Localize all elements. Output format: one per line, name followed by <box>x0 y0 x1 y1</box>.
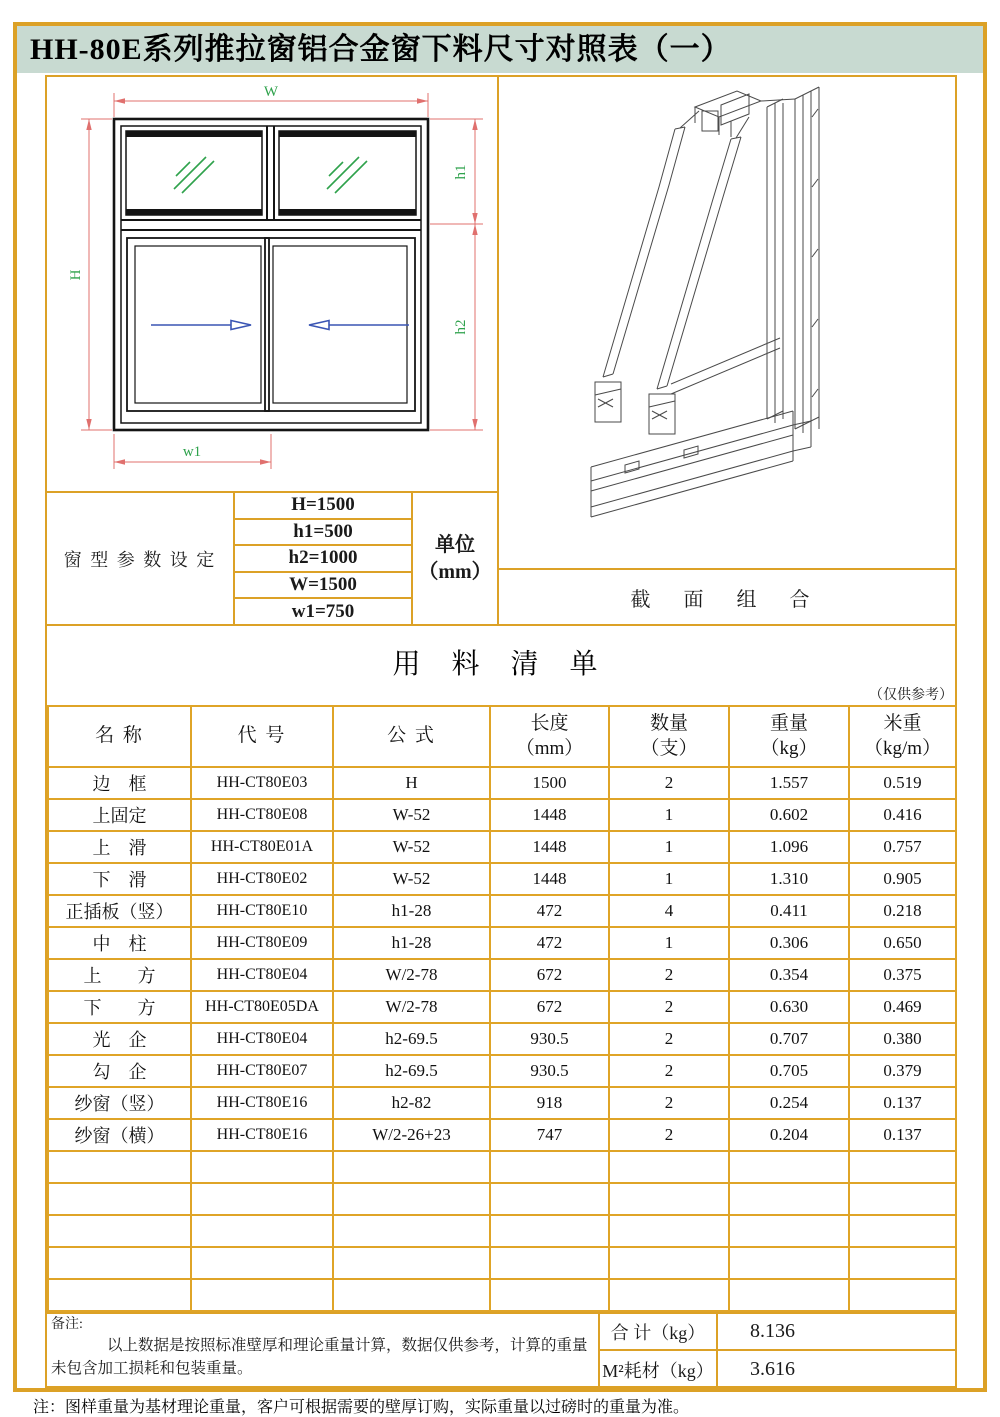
table-cell <box>191 1247 333 1279</box>
table-cell <box>191 1279 333 1311</box>
table-cell: 4 <box>609 895 729 927</box>
table-cell: 1 <box>609 831 729 863</box>
table-cell: 纱窗（横） <box>48 1119 191 1151</box>
table-cell: 0.602 <box>729 799 849 831</box>
table-cell: 1448 <box>490 863 609 895</box>
table-cell: h2-82 <box>333 1087 490 1119</box>
table-cell: 0.707 <box>729 1023 849 1055</box>
table-cell: 光 企 <box>48 1023 191 1055</box>
table-cell <box>609 1215 729 1247</box>
table-cell: 上 滑 <box>48 831 191 863</box>
table-cell: HH-CT80E05DA <box>191 991 333 1023</box>
param-value: h2=1000 <box>235 546 411 573</box>
table-cell: 1 <box>609 927 729 959</box>
title-bar <box>17 26 983 73</box>
table-row <box>48 927 956 959</box>
table-cell: 0.379 <box>849 1055 956 1087</box>
table-cell: HH-CT80E04 <box>191 959 333 991</box>
footer-block <box>47 1312 955 1386</box>
table-cell: 0.650 <box>849 927 956 959</box>
param-value: H=1500 <box>235 493 411 520</box>
section-drawing-panel <box>499 77 955 568</box>
table-cell: 2 <box>609 959 729 991</box>
table-cell <box>729 1151 849 1183</box>
table-cell: 0.204 <box>729 1119 849 1151</box>
table-cell: 纱窗（竖） <box>48 1087 191 1119</box>
dimension-lines <box>81 93 483 469</box>
table-cell: HH-CT80E01A <box>191 831 333 863</box>
table-cell: 2 <box>609 767 729 799</box>
dimension-arrowheads <box>86 98 477 464</box>
table-cell <box>333 1215 490 1247</box>
table-cell: HH-CT80E16 <box>191 1119 333 1151</box>
param-value: W=1500 <box>235 573 411 600</box>
material-list-title: 用 料 清 单 <box>392 649 610 680</box>
reference-note: （仅供参考） <box>869 688 953 703</box>
m2-consumption-value: 3.616 <box>750 1358 795 1380</box>
table-cell: 勾 企 <box>48 1055 191 1087</box>
table-row <box>48 895 956 927</box>
material-list-header <box>47 624 955 705</box>
table-cell: 930.5 <box>490 1023 609 1055</box>
empty-table-row <box>48 1183 956 1215</box>
unit-line1: 单位 <box>435 533 475 556</box>
profile-section-drawing <box>499 77 955 568</box>
table-cell: W/2-78 <box>333 991 490 1023</box>
dim-label-h1: h1 <box>453 164 469 180</box>
table-cell: 672 <box>490 959 609 991</box>
table-cell: 0.354 <box>729 959 849 991</box>
document-frame <box>13 22 987 1392</box>
table-cell <box>333 1183 490 1215</box>
unit-line2: （mm） <box>418 560 492 583</box>
table-cell <box>729 1247 849 1279</box>
table-cell: 1448 <box>490 831 609 863</box>
table-cell: 1500 <box>490 767 609 799</box>
table-cell <box>333 1279 490 1311</box>
table-cell <box>48 1183 191 1215</box>
table-cell: h2-69.5 <box>333 1055 490 1087</box>
table-cell <box>191 1215 333 1247</box>
table-cell <box>729 1279 849 1311</box>
column-header: 长度 （mm） <box>490 706 609 767</box>
table-cell: 0.411 <box>729 895 849 927</box>
table-cell: 正插板（竖） <box>48 895 191 927</box>
window-parameter-table <box>47 491 499 624</box>
table-cell: 2 <box>609 1023 729 1055</box>
window-frame <box>114 119 428 430</box>
table-cell: HH-CT80E03 <box>191 767 333 799</box>
totals-area <box>600 1314 955 1388</box>
table-cell: 0.757 <box>849 831 956 863</box>
table-cell: 2 <box>609 1087 729 1119</box>
table-cell <box>333 1247 490 1279</box>
table-cell <box>849 1151 956 1183</box>
table-cell <box>48 1247 191 1279</box>
fixed-panes <box>126 131 416 215</box>
total-value: 8.136 <box>718 1314 955 1351</box>
table-cell: 0.375 <box>849 959 956 991</box>
empty-table-row <box>48 1247 956 1279</box>
table-cell <box>191 1183 333 1215</box>
param-table-label: 窗 型 参 数 设 定 <box>47 493 235 624</box>
table-cell <box>729 1215 849 1247</box>
table-cell <box>729 1183 849 1215</box>
dim-label-w1: w1 <box>182 444 202 460</box>
table-cell: 1.310 <box>729 863 849 895</box>
table-cell: 472 <box>490 895 609 927</box>
window-elevation-drawing <box>47 77 497 491</box>
table-cell <box>490 1279 609 1311</box>
table-cell: 0.469 <box>849 991 956 1023</box>
table-cell: 1 <box>609 799 729 831</box>
material-table <box>47 705 957 1312</box>
table-cell <box>490 1151 609 1183</box>
table-cell: 1.557 <box>729 767 849 799</box>
table-cell: 0.306 <box>729 927 849 959</box>
table-cell <box>48 1215 191 1247</box>
table-row <box>48 959 956 991</box>
content-area <box>45 75 957 1388</box>
table-row <box>48 767 956 799</box>
table-cell: HH-CT80E16 <box>191 1087 333 1119</box>
table-cell: 下 方 <box>48 991 191 1023</box>
table-row <box>48 863 956 895</box>
table-row <box>48 831 956 863</box>
table-cell: 1.096 <box>729 831 849 863</box>
table-cell <box>609 1151 729 1183</box>
table-cell: 0.254 <box>729 1087 849 1119</box>
m2-consumption-label: M²耗材（kg） <box>600 1351 718 1388</box>
table-cell: H <box>333 767 490 799</box>
table-cell <box>849 1183 956 1215</box>
table-cell: 472 <box>490 927 609 959</box>
table-cell: 672 <box>490 991 609 1023</box>
table-cell <box>48 1279 191 1311</box>
table-cell <box>609 1183 729 1215</box>
dim-label-w: W <box>263 84 279 100</box>
glass-hatch-marks <box>174 157 367 193</box>
table-cell: W-52 <box>333 863 490 895</box>
table-cell: 0.416 <box>849 799 956 831</box>
unit-cell <box>413 493 497 624</box>
table-cell <box>609 1279 729 1311</box>
column-header: 名 称 <box>48 706 191 767</box>
table-cell: 边 框 <box>48 767 191 799</box>
param-values <box>235 493 413 624</box>
table-header-row <box>48 706 956 767</box>
param-value: w1=750 <box>291 600 355 622</box>
empty-table-row <box>48 1279 956 1311</box>
table-row <box>48 1119 956 1151</box>
table-cell: HH-CT80E09 <box>191 927 333 959</box>
table-cell: 2 <box>609 991 729 1023</box>
table-cell: 0.380 <box>849 1023 956 1055</box>
table-cell: h1-28 <box>333 927 490 959</box>
table-cell: W-52 <box>333 831 490 863</box>
table-cell <box>849 1247 956 1279</box>
remark-line2: 未包含加工损耗和包装重量。 <box>51 1359 253 1377</box>
table-row <box>48 1023 956 1055</box>
table-cell: 0.905 <box>849 863 956 895</box>
table-cell: 2 <box>609 1119 729 1151</box>
table-cell: 930.5 <box>490 1055 609 1087</box>
table-cell: 0.705 <box>729 1055 849 1087</box>
table-cell: HH-CT80E07 <box>191 1055 333 1087</box>
column-header: 重量 （kg） <box>729 706 849 767</box>
table-cell <box>490 1215 609 1247</box>
empty-table-row <box>48 1151 956 1183</box>
table-cell: W-52 <box>333 799 490 831</box>
param-value: h1=500 <box>235 520 411 547</box>
table-row <box>48 1087 956 1119</box>
table-cell: 0.218 <box>849 895 956 927</box>
table-cell: 下 滑 <box>48 863 191 895</box>
table-row <box>48 799 956 831</box>
table-row <box>48 1055 956 1087</box>
dim-label-h: H <box>68 269 84 281</box>
table-cell <box>48 1151 191 1183</box>
remark-label: 备注: <box>51 1317 83 1332</box>
table-cell: 747 <box>490 1119 609 1151</box>
window-diagram-panel <box>47 77 499 491</box>
table-cell: 1 <box>609 863 729 895</box>
table-cell <box>490 1183 609 1215</box>
table-cell: 0.519 <box>849 767 956 799</box>
table-cell: 918 <box>490 1087 609 1119</box>
column-header: 米重 （kg/m） <box>849 706 956 767</box>
table-cell: HH-CT80E08 <box>191 799 333 831</box>
slide-direction-arrows <box>151 321 409 330</box>
table-cell: 中 柱 <box>48 927 191 959</box>
table-cell: 上 方 <box>48 959 191 991</box>
page-title: HH-80E系列推拉窗铝合金窗下料尺寸对照表（一） <box>30 33 732 66</box>
table-cell: 0.137 <box>849 1119 956 1151</box>
remark-cell <box>47 1314 600 1388</box>
table-cell <box>849 1215 956 1247</box>
table-cell: 2 <box>609 1055 729 1087</box>
table-cell: HH-CT80E02 <box>191 863 333 895</box>
table-row <box>48 991 956 1023</box>
section-assembly-label: 截 面 组 合 <box>499 568 955 624</box>
table-cell: W/2-78 <box>333 959 490 991</box>
table-cell: 1448 <box>490 799 609 831</box>
table-cell: h2-69.5 <box>333 1023 490 1055</box>
table-cell: 上固定 <box>48 799 191 831</box>
table-cell: h1-28 <box>333 895 490 927</box>
table-cell: W/2-26+23 <box>333 1119 490 1151</box>
table-cell <box>609 1247 729 1279</box>
column-header: 代 号 <box>191 706 333 767</box>
total-label: 合 计（kg） <box>600 1314 718 1351</box>
table-cell <box>191 1151 333 1183</box>
table-cell <box>490 1247 609 1279</box>
table-cell: HH-CT80E10 <box>191 895 333 927</box>
table-cell: 0.630 <box>729 991 849 1023</box>
table-cell: HH-CT80E04 <box>191 1023 333 1055</box>
dim-label-h2: h2 <box>453 319 469 335</box>
column-header: 数量 （支） <box>609 706 729 767</box>
remark-line1: 以上数据是按照标准壁厚和理论重量计算，数据仅供参考，计算的重量 <box>107 1337 588 1355</box>
column-header: 公 式 <box>333 706 490 767</box>
table-cell <box>333 1151 490 1183</box>
table-cell: 0.137 <box>849 1087 956 1119</box>
empty-table-row <box>48 1215 956 1247</box>
bottom-note: 注：图样重量为基材理论重量，客户可根据需要的壁厚订购，实际重量以过磅时的重量为准。 <box>33 1399 690 1416</box>
table-cell <box>849 1279 956 1311</box>
